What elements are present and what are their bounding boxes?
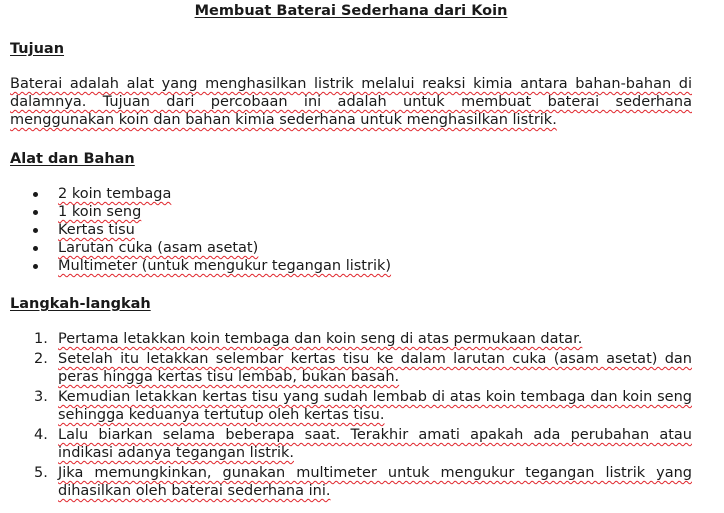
bullet-icon	[33, 264, 38, 269]
step-text: Lalu biarkan selama beberapa saat. Terakhir amati apakah ada perubahan atau indikasi adanya tegangan listrik.	[58, 427, 692, 461]
step-text: Pertama letakkan koin tembaga dan koin seng di atas permukaan datar.	[58, 331, 583, 347]
bullet-icon	[33, 210, 38, 215]
heading-langkah-langkah: Langkah-langkah	[10, 296, 151, 312]
document-title: Membuat Baterai Sederhana dari Koin	[194, 3, 508, 19]
bullet-icon	[33, 192, 38, 197]
step-text: Jika memungkinkan, gunakan multimeter untuk mengukur tegangan listrik yang dihasilkan oleh baterai sederhana ini.	[58, 465, 692, 499]
step-text: Setelah itu letakkan selembar kertas tisu ke dalam larutan cuka (asam asetat) dan peras hingga kertas tisu lembab, bukan basah.	[58, 351, 692, 385]
step-number: 5.	[34, 465, 48, 481]
list-item	[10, 203, 391, 221]
list-item	[10, 330, 692, 348]
list-item	[10, 257, 391, 275]
step-number: 1.	[34, 331, 48, 347]
bullet-icon	[33, 246, 38, 251]
materials-list	[10, 185, 391, 275]
list-item	[10, 350, 692, 386]
step-number: 4.	[34, 427, 48, 443]
heading-alat-dan-bahan: Alat dan Bahan	[10, 151, 135, 167]
material-label: 1 koin seng	[58, 204, 142, 220]
heading-tujuan: Tujuan	[10, 41, 65, 57]
step-number: 3.	[34, 389, 48, 405]
paragraph-tujuan: Baterai adalah alat yang menghasilkan listrik melalui reaksi kimia antara bahan-bahan di dalamnya. Tujuan dari percobaan ini adalah untuk membuat baterai sederhana menggunakan koin dan bahan kimia sederhana untuk menghasilkan listrik.	[10, 76, 692, 128]
material-label: 2 koin tembaga	[58, 186, 172, 202]
list-item	[10, 185, 391, 203]
steps-list	[10, 330, 692, 502]
step-text: Kemudian letakkan kertas tisu yang sudah lembab di atas koin tembaga dan koin seng sehingga keduanya tertutup oleh kertas tisu.	[58, 389, 692, 423]
material-label: Kertas tisu	[58, 222, 135, 238]
list-item	[10, 239, 391, 257]
list-item	[10, 426, 692, 462]
bullet-icon	[33, 228, 38, 233]
list-item	[10, 464, 692, 500]
material-label: Multimeter (untuk mengukur tegangan listrik)	[58, 258, 392, 274]
material-label: Larutan cuka (asam asetat)	[58, 240, 259, 256]
list-item	[10, 388, 692, 424]
step-number: 2.	[34, 351, 48, 367]
list-item	[10, 221, 391, 239]
